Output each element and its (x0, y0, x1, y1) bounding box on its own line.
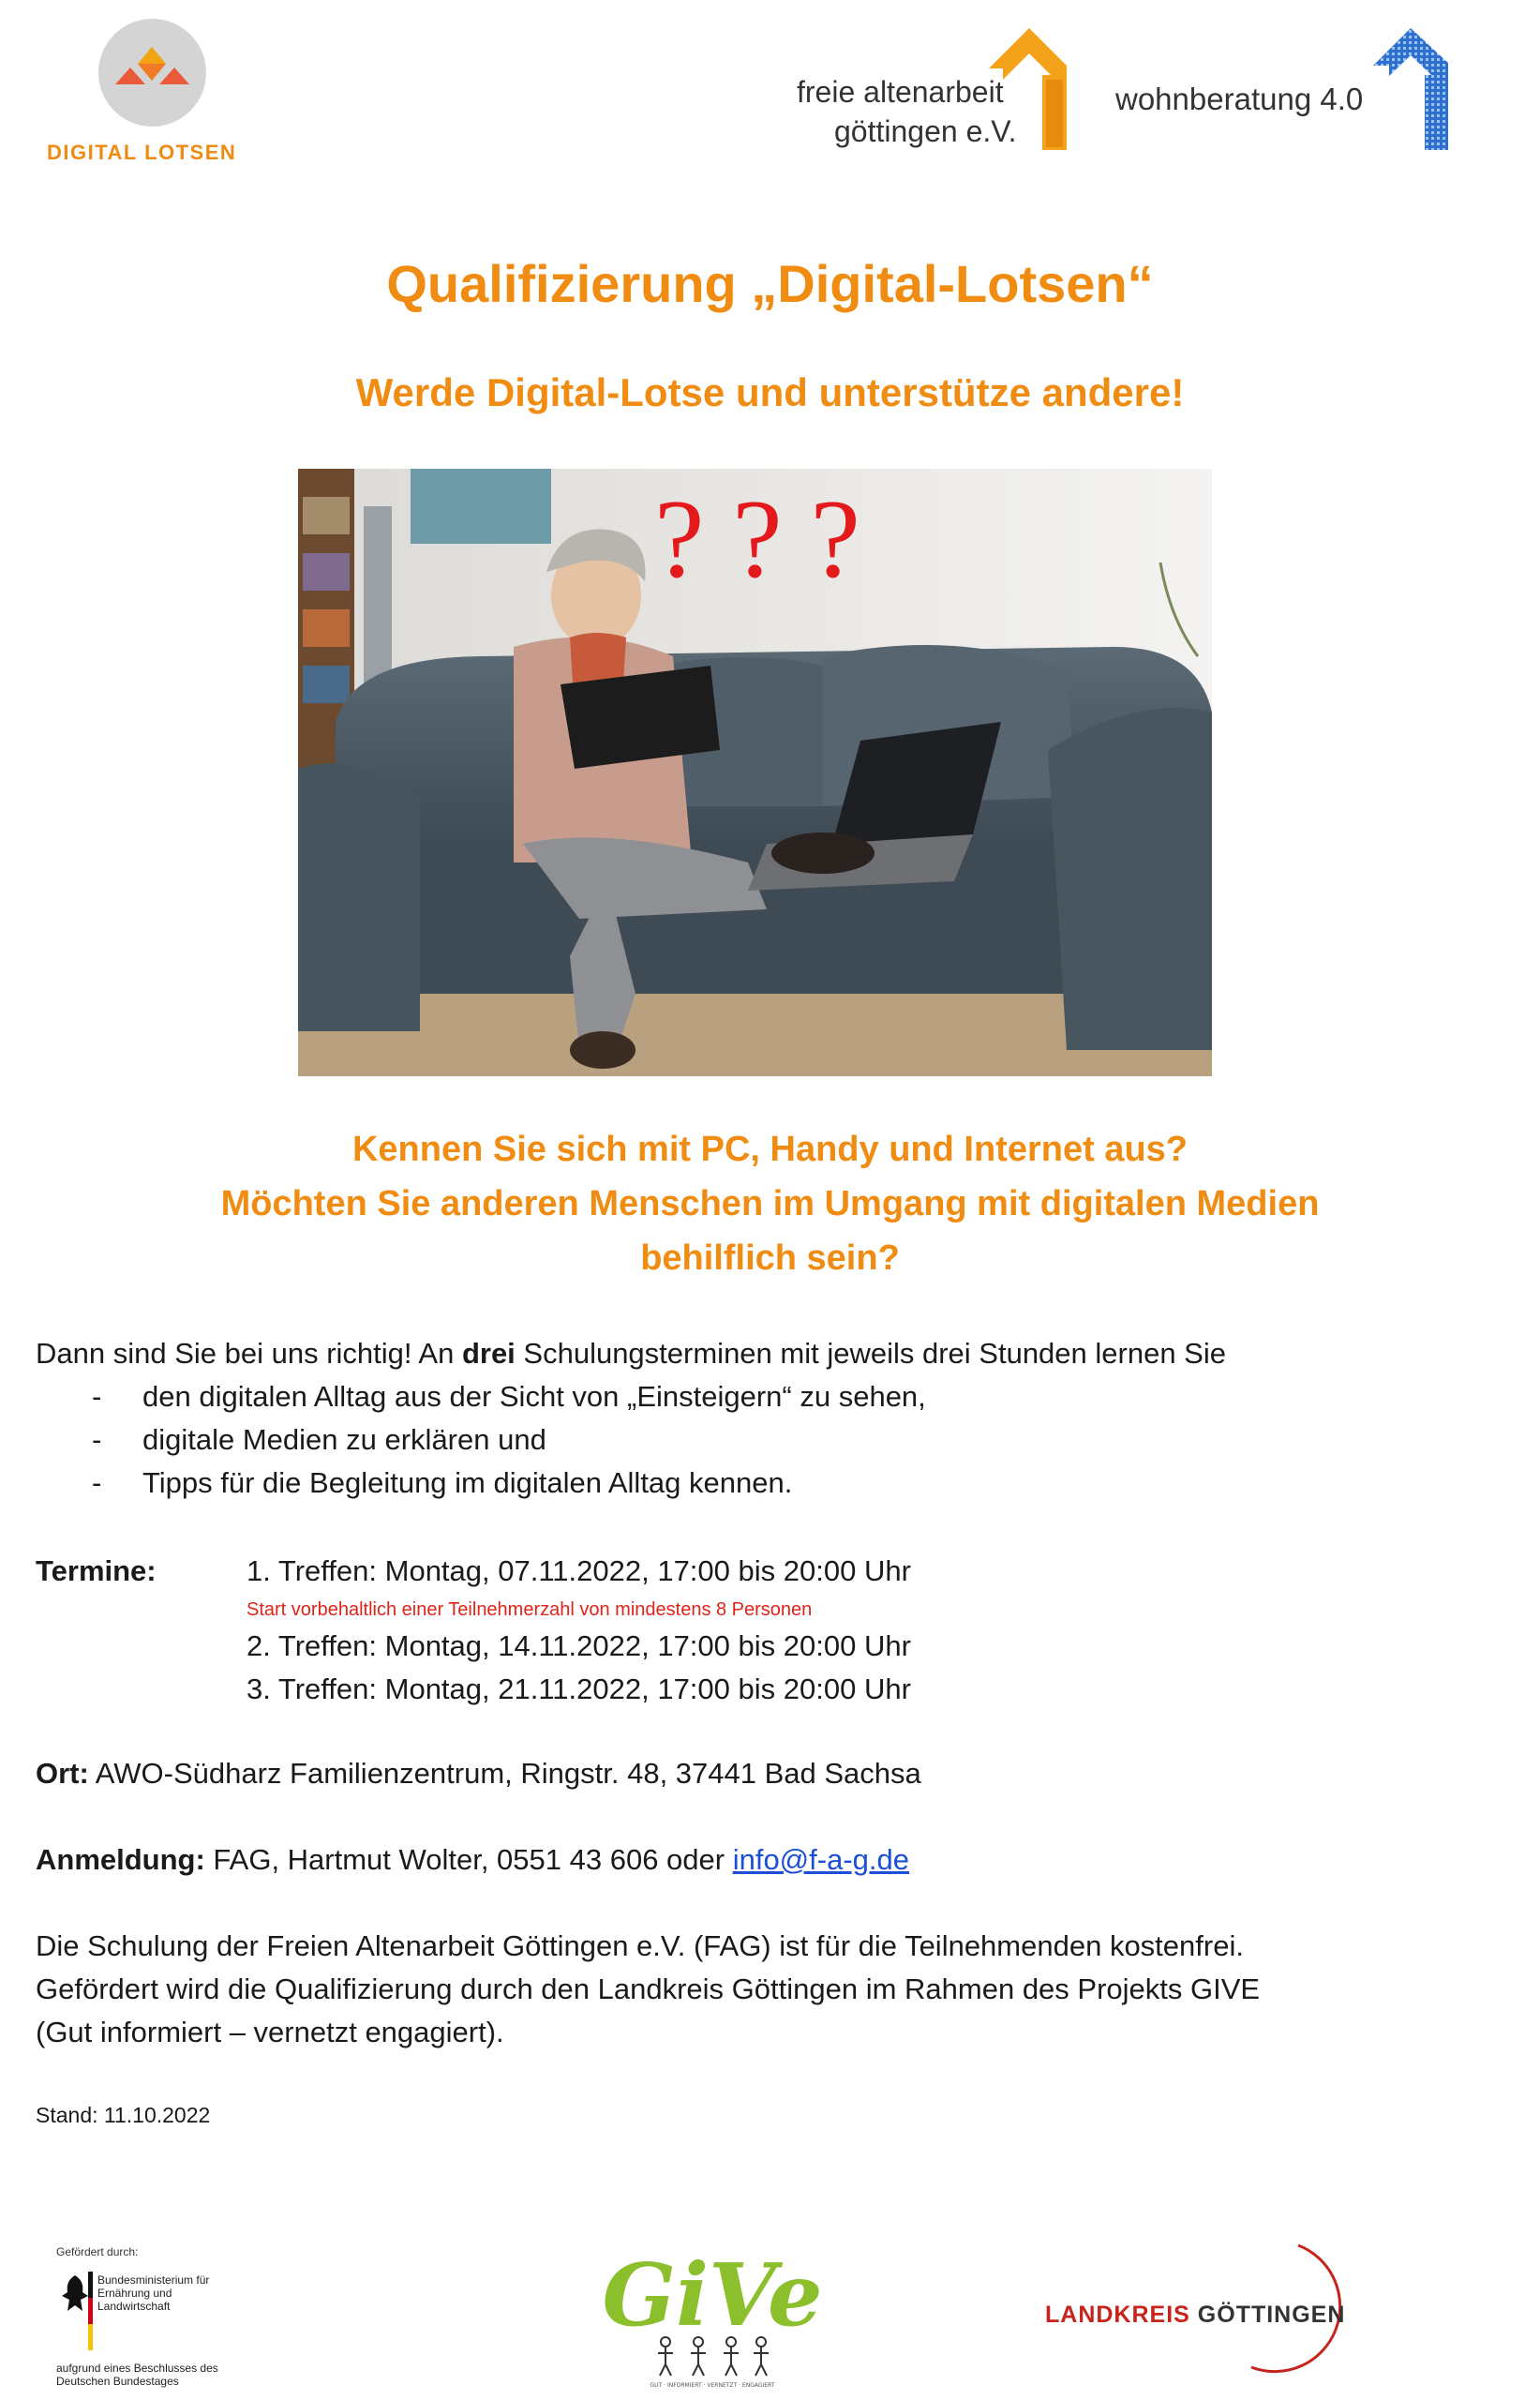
bmel-resolution: aufgrund eines Beschlusses des Deutschen Bundestages (56, 2362, 218, 2388)
page-title: Qualifizierung „Digital-Lotsen“ (386, 254, 1154, 313)
termin-2: 2. Treffen: Montag, 14.11.2022, 17:00 bis 20:00 Uhr (247, 1629, 911, 1662)
bullet-dash: - (92, 1423, 102, 1456)
digital-lotsen-logo (37, 19, 281, 178)
anmeldung-line (36, 1843, 909, 1877)
stand-date: Stand: 11.10.2022 (36, 2103, 211, 2127)
ort-value: AWO-Südharz Familienzentrum, Ringstr. 48, 37441 Bad Sachsa (88, 1757, 921, 1790)
bmel-name: Bundesministerium für Ernährung und Landwirtschaft (97, 2273, 210, 2313)
give-wordmark: GiVe (602, 2244, 823, 2346)
question-line-3: behilflich sein? (640, 1238, 900, 1278)
bullet-dash: - (92, 1380, 102, 1413)
bullet-item: digitale Medien zu erklären und (142, 1423, 546, 1456)
question-line-1: Kennen Sie sich mit PC, Handy und Internet aus? (351, 1130, 1189, 1169)
digital-lotsen-emblem (98, 19, 206, 127)
give-logo (602, 2222, 823, 2391)
bullet-dash: - (92, 1466, 102, 1499)
landkreis-goettingen-logo (1045, 2236, 1401, 2386)
question-marks: ? ? ? (654, 476, 860, 601)
goettingen-word: GÖTTINGEN (1197, 2302, 1346, 2328)
funding-paragraph-line-2: Gefördert wird die Qualifizierung durch den Landkreis Göttingen im Rahmen des Projekts GIVE (36, 1972, 1261, 2005)
freie-altenarbeit-line1: freie altenarbeit (797, 75, 1004, 109)
termine-label: Termine: (36, 1554, 157, 1587)
termin-1: 1. Treffen: Montag, 07.11.2022, 17:00 bis 20:00 Uhr (247, 1554, 911, 1587)
photo-woman-with-tablet-on-sofa (298, 469, 1212, 1076)
anmeldung-value: FAG, Hartmut Wolter, 0551 43 606 oder (204, 1843, 733, 1876)
intro-text (36, 1337, 1226, 1371)
page-subtitle: Werde Digital-Lotse und unterstütze andere! (355, 370, 1185, 414)
bullet-item: Tipps für die Begleitung im digitalen Alltag kennen. (142, 1466, 793, 1499)
termin-note: Start vorbehaltlich einer Teilnehmerzahl von mindestens 8 Personen (247, 1599, 813, 1620)
funding-paragraph-line-3: (Gut informiert – vernetzt engagiert). (36, 2016, 504, 2048)
federal-eagle-icon (56, 2272, 94, 2352)
digital-lotsen-wordmark: DIGITAL LOTSEN (47, 141, 237, 164)
intro-bold: drei (461, 1337, 516, 1370)
landkreis-wordmark (1045, 2302, 1345, 2329)
wohnberatung-logo (1115, 23, 1462, 155)
anmeldung-label: Anmeldung: (36, 1843, 205, 1876)
bullet-item: den digitalen Alltag aus der Sicht von „Einsteigern“ zu sehen, (142, 1380, 926, 1413)
wohnberatung-wordmark: wohnberatung 4.0 (1115, 82, 1364, 116)
ort-label: Ort: (36, 1757, 89, 1790)
intro-before: Dann sind Sie bei uns richtig! An (36, 1337, 462, 1370)
house-grid-icon (1368, 23, 1462, 155)
bmel-funded-by: Gefördert durch: (56, 2245, 139, 2258)
give-tagline: GUT · INFORMIERT · VERNETZT · ENGAGIERT (650, 2382, 775, 2389)
landkreis-word: LANDKREIS (1045, 2302, 1198, 2328)
ort-line (36, 1757, 921, 1791)
freie-altenarbeit-line2: göttingen e.V. (834, 114, 1017, 148)
bmel-logo (56, 2245, 244, 2386)
intro-after: Schulungsterminen mit jeweils drei Stunden lernen Sie (515, 1337, 1226, 1370)
question-line-2: Möchten Sie anderen Menschen im Umgang mit digitalen Medien (220, 1184, 1320, 1223)
email-link[interactable]: info@f-a-g.de (732, 1843, 909, 1876)
freie-altenarbeit-logo (797, 23, 1069, 155)
funding-paragraph-line-1: Die Schulung der Freien Altenarbeit Göttingen e.V. (FAG) ist für die Teilnehmenden kostenfrei. (36, 1929, 1244, 1962)
termin-3: 3. Treffen: Montag, 21.11.2022, 17:00 bis 20:00 Uhr (247, 1672, 911, 1705)
